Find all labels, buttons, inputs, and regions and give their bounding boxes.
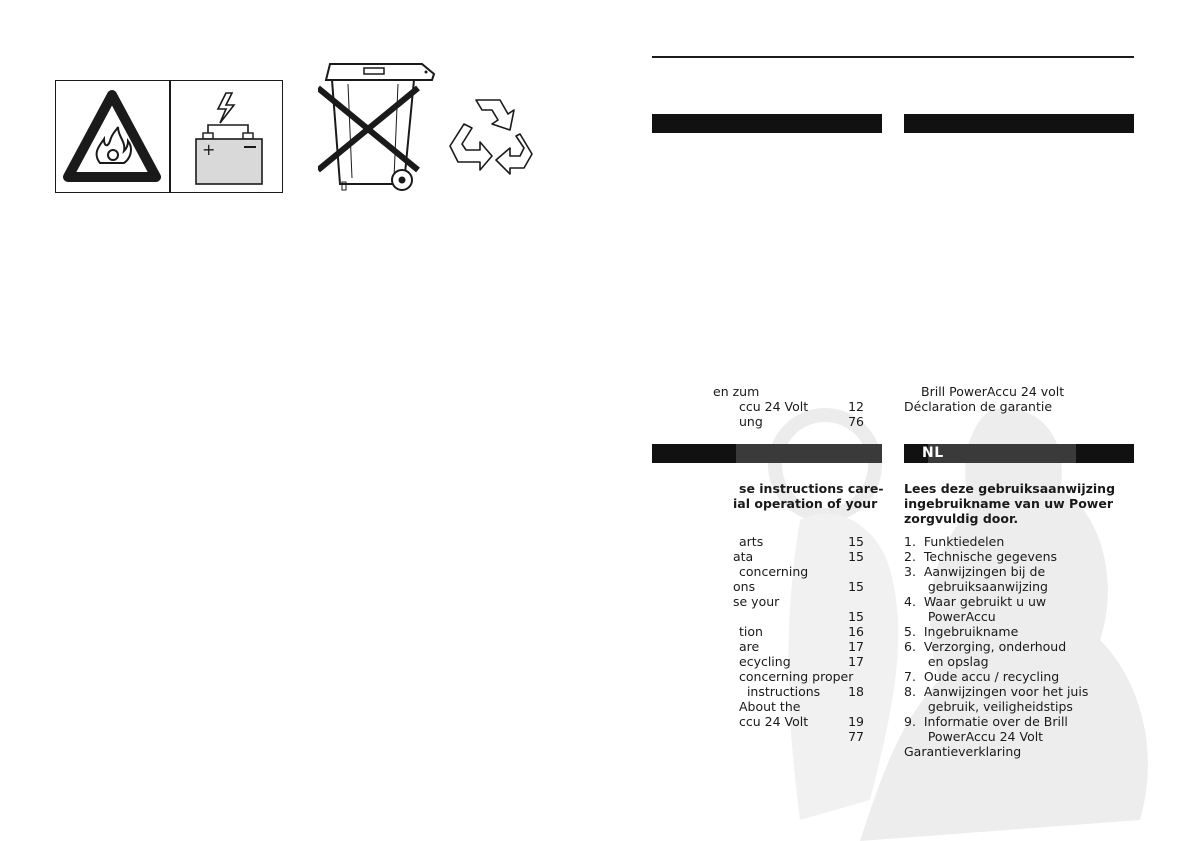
symbol-divider: [169, 81, 171, 192]
nl-header-bar-light: [928, 444, 1076, 463]
nl-section-code: NL: [922, 445, 944, 461]
nl-toc-item: gebruik, veiligheidstips: [904, 699, 1073, 714]
en-toc-page: 77: [848, 729, 864, 744]
fr-toc-line-1: Brill PowerAccu 24 volt: [921, 384, 1065, 399]
warning-symbols-box: [55, 80, 283, 193]
en-toc-page: 15: [848, 579, 864, 594]
fr-header-bar: [904, 114, 1134, 133]
nl-intro-line-1: Lees deze gebruiksaanwijzing: [904, 481, 1116, 496]
nl-toc-item: PowerAccu 24 Volt: [904, 729, 1044, 744]
en-toc-page: 17: [848, 654, 864, 669]
nl-toc-item: 8. Aanwijzingen voor het juis: [904, 684, 1089, 699]
en-toc-item: se your: [733, 594, 780, 609]
de-toc-line-3: ung: [739, 414, 763, 429]
en-intro-line-2: ial operation of your: [733, 496, 878, 511]
nl-toc-item: 7. Oude accu / recycling: [904, 669, 1060, 684]
en-toc-page: 19: [848, 714, 864, 729]
en-toc-item: concerning proper: [739, 669, 854, 684]
en-toc-item: concerning: [739, 564, 809, 579]
en-toc-item: tion: [739, 624, 763, 639]
battery-warning-icon: [184, 91, 274, 186]
nl-toc-item: 5. Ingebruikname: [904, 624, 1019, 639]
en-toc-page: 18: [848, 684, 864, 699]
en-header-bar-light: [736, 444, 882, 463]
de-header-bar: [652, 114, 882, 133]
de-toc-line-2: ccu 24 Volt: [739, 399, 809, 414]
recycle-icon: [440, 90, 536, 186]
de-toc-page-2: 12: [848, 399, 864, 414]
en-toc-item: ata: [733, 549, 754, 564]
de-toc-page-3: 76: [848, 414, 864, 429]
nl-intro-line-3: zorgvuldig door.: [904, 511, 1019, 526]
top-rule: [652, 56, 1134, 58]
en-header-bar: [652, 444, 736, 463]
en-toc-page: 16: [848, 624, 864, 639]
en-toc-page: 15: [848, 534, 864, 549]
nl-header-bar-right: [1076, 444, 1134, 463]
nl-toc-item: PowerAccu: [904, 609, 996, 624]
en-toc-page: 15: [848, 609, 864, 624]
nl-toc-item: 1. Funktiedelen: [904, 534, 1005, 549]
en-toc-item: ccu 24 Volt: [739, 714, 809, 729]
nl-intro-line-2: ingebruikname van uw Power: [904, 496, 1113, 511]
en-intro-line-1: se instructions care-: [739, 481, 884, 496]
nl-toc-item: 6. Verzorging, onderhoud: [904, 639, 1067, 654]
fire-warning-icon: [62, 89, 162, 185]
nl-toc-item: 3. Aanwijzingen bij de: [904, 564, 1046, 579]
nl-toc-item: 2. Technische gegevens: [904, 549, 1058, 564]
nl-toc-item: 9. Informatie over de Brill: [904, 714, 1068, 729]
nl-toc-item: 4. Waar gebruikt u uw: [904, 594, 1047, 609]
en-toc-item: instructions: [739, 684, 821, 699]
en-toc-page: 17: [848, 639, 864, 654]
en-toc-item: ons: [733, 579, 756, 594]
en-toc-item: ecycling: [739, 654, 791, 669]
en-toc-page: 15: [848, 549, 864, 564]
en-toc-item: About the: [739, 699, 801, 714]
svg-text:+: +: [202, 140, 216, 159]
fr-toc-line-2: Déclaration de garantie: [904, 399, 1053, 414]
en-toc-item: arts: [739, 534, 764, 549]
en-toc-item: are: [739, 639, 760, 654]
nl-toc-item: gebruiksaanwijzing: [904, 579, 1048, 594]
de-toc-line-1: en zum: [713, 384, 760, 399]
nl-toc-item: Garantieverklaring: [904, 744, 1022, 759]
nl-toc-item: en opslag: [904, 654, 989, 669]
crossed-out-bin-icon: [318, 58, 438, 193]
